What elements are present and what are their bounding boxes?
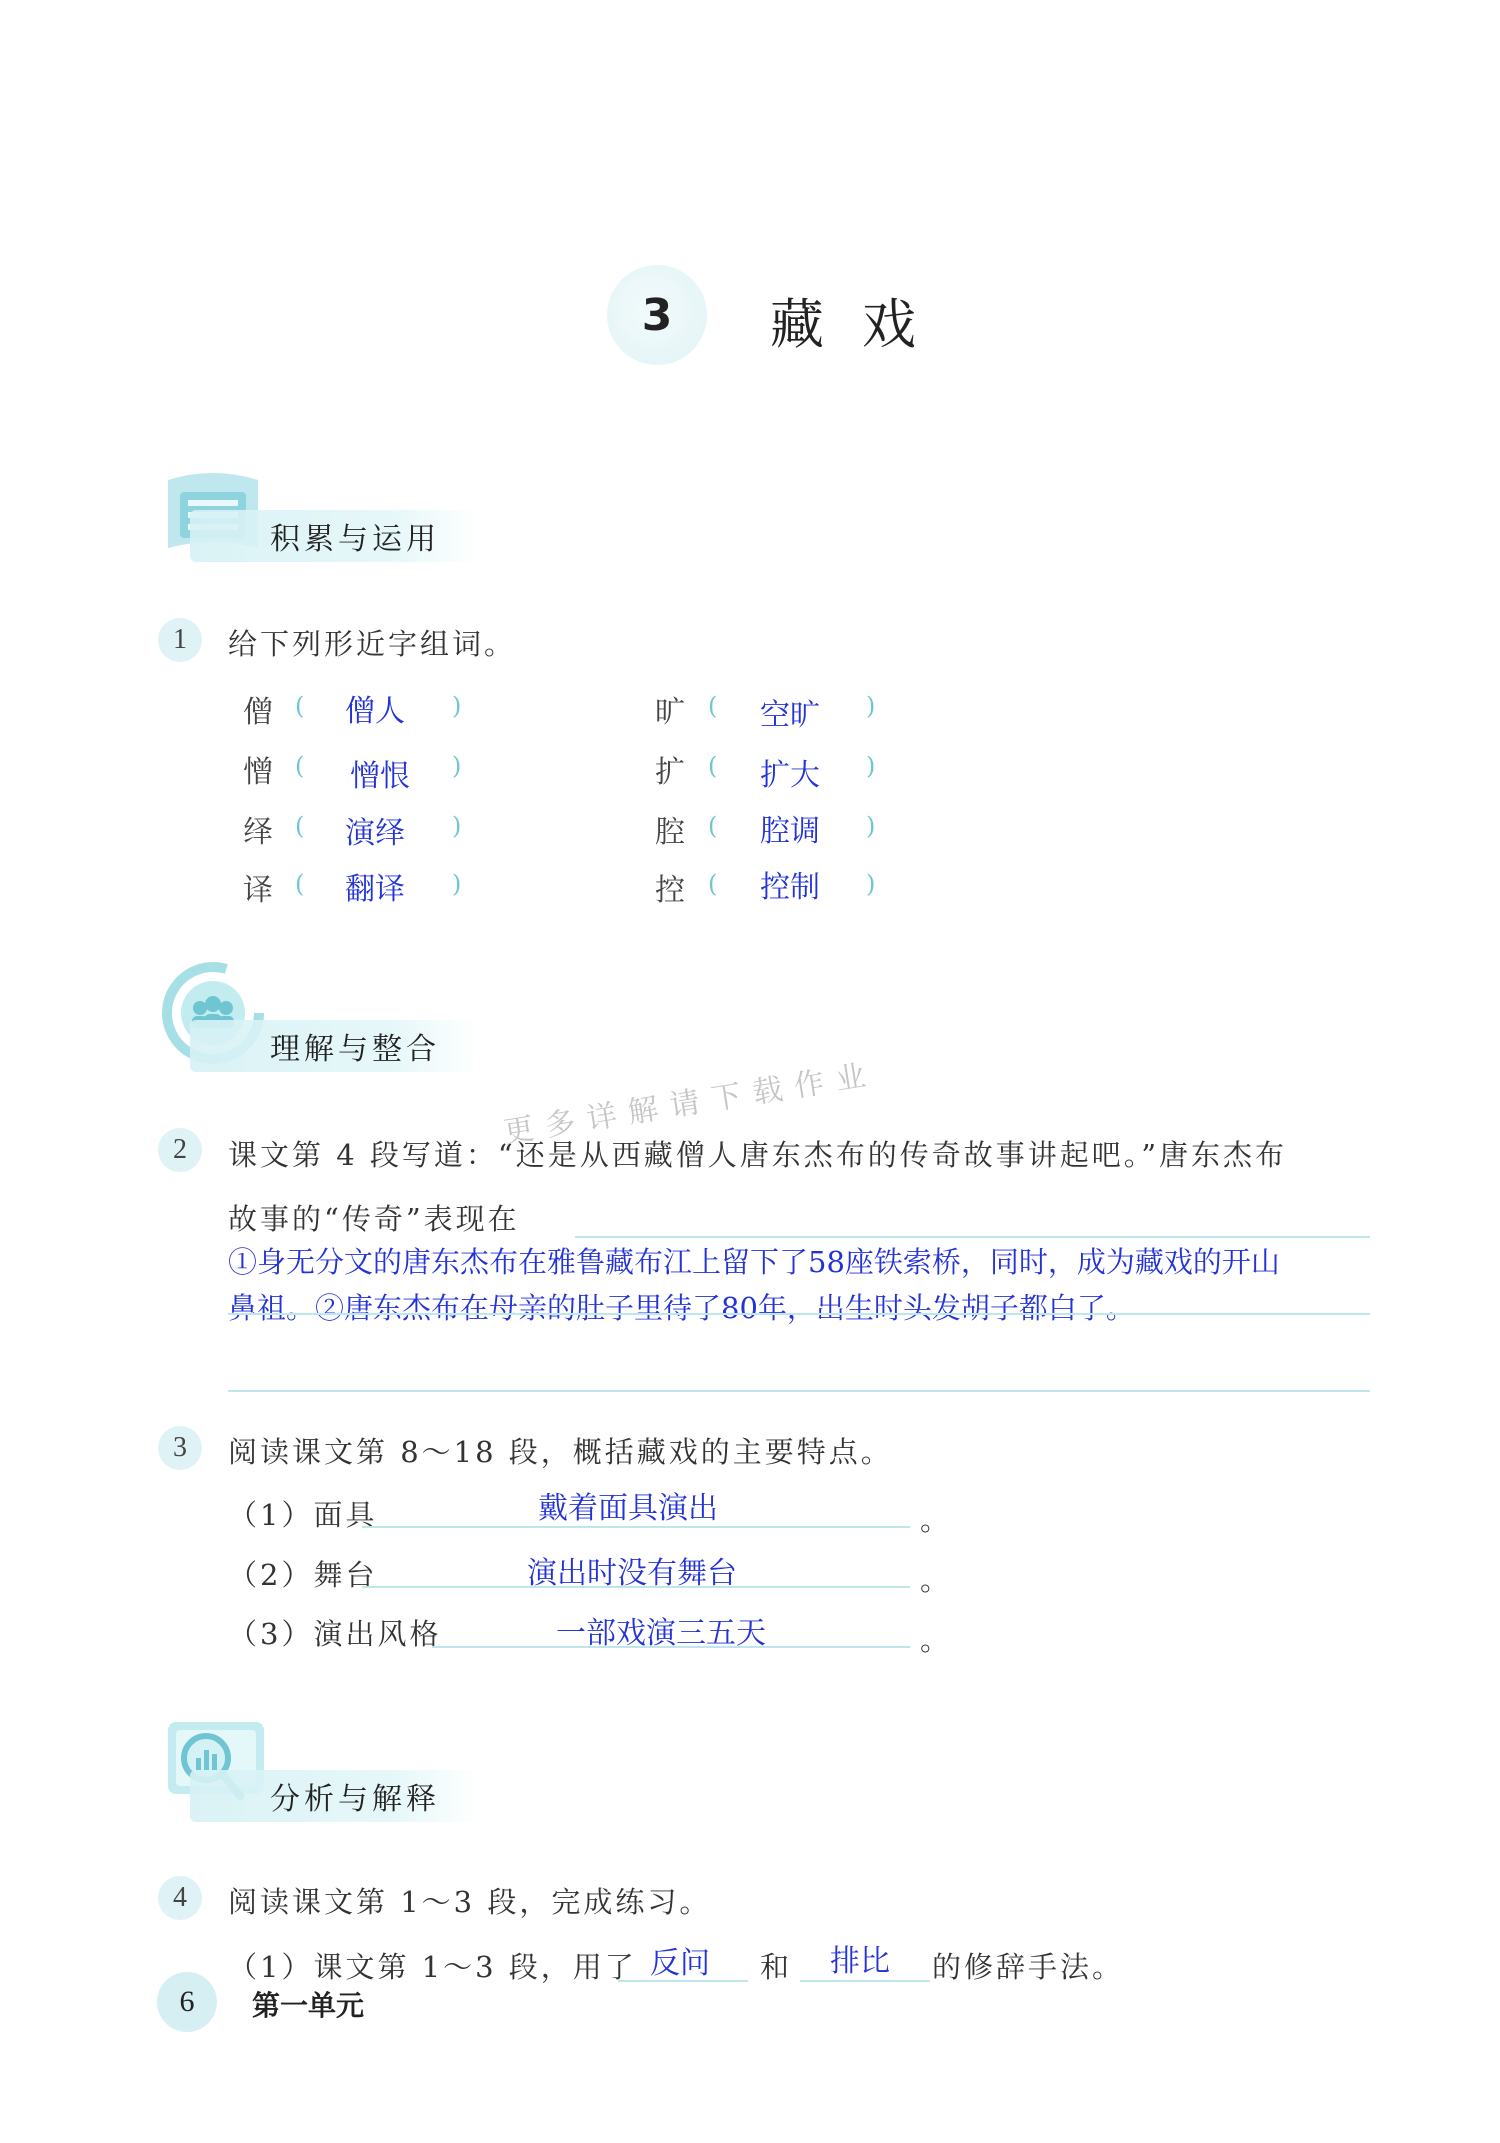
period: 。 (920, 1563, 953, 1597)
answer-text: 反问 (650, 1946, 710, 1981)
close-paren: ) (866, 870, 876, 898)
period: 。 (920, 1623, 953, 1657)
question-number: 4 (158, 1876, 202, 1920)
page-number: 6 (179, 1985, 195, 2018)
answer-text: ①身无分文的唐东杰布在雅鲁藏布江上留下了58座铁索桥，同时，成为藏戏的开山 (228, 1245, 1280, 1279)
item-label: （3）演出风格 (228, 1617, 442, 1651)
section-title-accumulate: 积累与运用 (190, 510, 480, 562)
answer-line (228, 1313, 1370, 1315)
answer-text: 翻译 (345, 872, 405, 907)
open-paren: ( (295, 692, 305, 720)
char-item: 腔 (655, 815, 685, 850)
open-paren: ( (295, 752, 305, 780)
question-prompt-cont: 故事的“传奇”表现在 (228, 1202, 520, 1236)
unit-label: 第一单元 (252, 1989, 365, 2022)
lesson-title: 藏戏 (770, 293, 954, 356)
answer-text: 扩大 (760, 758, 820, 793)
item-label: （1）面具 (228, 1498, 378, 1532)
char-item: 绎 (243, 815, 273, 850)
close-paren: ) (866, 812, 876, 840)
open-paren: ( (295, 812, 305, 840)
char-item: 旷 (655, 695, 685, 730)
sub-question-suffix: 的修辞手法。 (932, 1950, 1125, 1984)
sub-question-prefix: （1）课文第 1～3 段，用了 (228, 1950, 637, 1984)
question-prompt: 阅读课文第 8～18 段，概括藏戏的主要特点。 (228, 1435, 893, 1469)
answer-text: 演绎 (345, 816, 405, 851)
open-paren: ( (708, 752, 718, 780)
answer-text: 排比 (830, 1944, 890, 1979)
close-paren: ) (452, 692, 462, 720)
question-number: 3 (158, 1426, 202, 1470)
lesson-number-badge (607, 265, 707, 365)
close-paren: ) (866, 692, 876, 720)
answer-line (800, 1980, 930, 1982)
answer-text: 演出时没有舞台 (527, 1556, 737, 1591)
answer-text: 空旷 (760, 698, 820, 733)
close-paren: ) (452, 752, 462, 780)
page-number-badge (157, 1972, 217, 2032)
open-paren: ( (708, 692, 718, 720)
answer-text: 戴着面具演出 (538, 1491, 718, 1526)
answer-text: 鼻祖。②唐东杰布在母亲的肚子里待了80年，出生时头发胡子都白了。 (228, 1291, 1135, 1325)
char-item: 憎 (243, 755, 273, 790)
answer-text: 腔调 (760, 814, 820, 849)
open-paren: ( (295, 870, 305, 898)
answer-line (575, 1236, 1370, 1238)
close-paren: ) (452, 812, 462, 840)
section-title-analyze: 分析与解释 (190, 1770, 480, 1822)
sub-question-mid: 和 (760, 1950, 793, 1984)
close-paren: ) (866, 752, 876, 780)
question-prompt: 课文第 4 段写道：“还是从西藏僧人唐东杰布的传奇故事讲起吧。”唐东杰布 (228, 1138, 1288, 1172)
question-number: 1 (158, 618, 202, 662)
item-label: （2）舞台 (228, 1558, 378, 1592)
answer-text: 控制 (760, 870, 820, 905)
char-item: 僧 (243, 695, 273, 730)
answer-text: 憎恨 (350, 759, 410, 794)
answer-line (228, 1390, 1370, 1392)
open-paren: ( (708, 870, 718, 898)
char-item: 扩 (655, 755, 685, 790)
lesson-number: 3 (641, 289, 673, 341)
answer-text: 一部戏演三五天 (556, 1616, 766, 1651)
watermark: 更多详解请下载作业 (501, 1056, 881, 1151)
open-paren: ( (708, 812, 718, 840)
question-number: 2 (158, 1128, 202, 1172)
period: 。 (920, 1503, 953, 1537)
section-title-comprehend: 理解与整合 (190, 1020, 480, 1072)
close-paren: ) (452, 870, 462, 898)
question-prompt: 给下列形近字组词。 (228, 627, 517, 661)
answer-text: 僧人 (345, 694, 405, 729)
char-item: 译 (243, 873, 273, 908)
char-item: 控 (655, 873, 685, 908)
question-prompt: 阅读课文第 1～3 段，完成练习。 (228, 1885, 712, 1919)
